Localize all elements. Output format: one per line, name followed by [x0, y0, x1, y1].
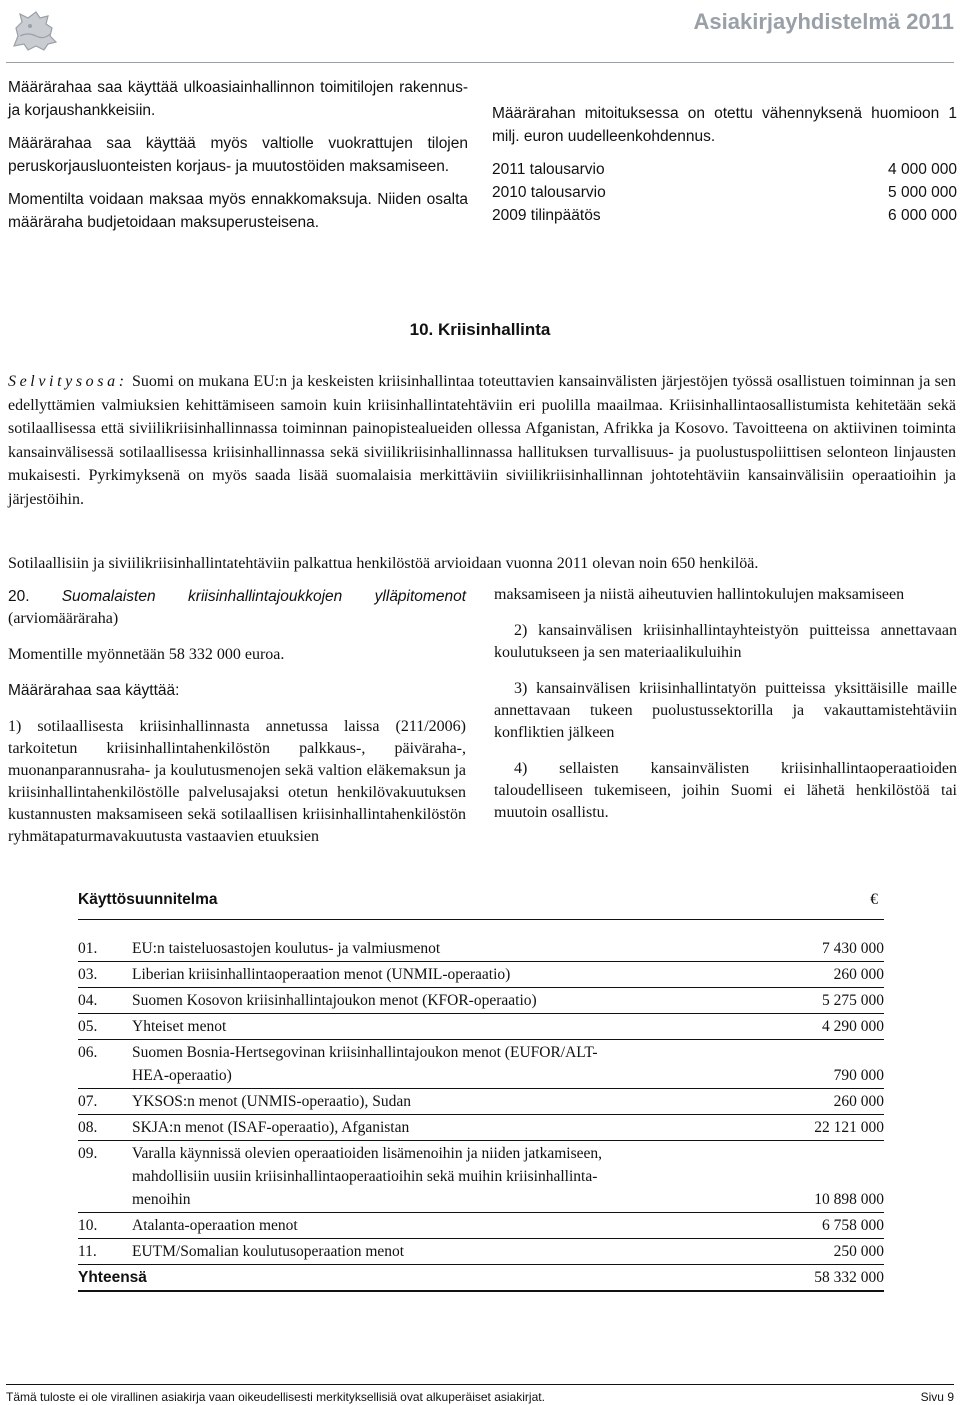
footer-disclaimer: Tämä tuloste ei ole virallinen asiakirja vaan oikeudellisesti merkityksellisiä ovat alkuperäiset asiakirjat.: [6, 1390, 545, 1404]
table-row: [78, 1115, 884, 1141]
row-number: 11.: [78, 1243, 97, 1260]
staff-paragraph: Sotilaallisiin ja siviilikriisinhallintatehtäviin palkattua henkilöstöä arvioidaan vuonna 2011 olevan noin 650 henkilöä.: [8, 555, 759, 572]
footer-divider: [6, 1384, 954, 1385]
budget-table: [492, 158, 957, 227]
budget-label: 2009 tilinpäätös: [492, 207, 601, 224]
row-label: Varalla käynnissä olevien operaatioiden lisämenoihin ja niiden jatkamiseen, mahdollisiin uusiin kriisinhallintaoperaatioihin sekä muihin kriisinhallinta- menoihin: [132, 1145, 603, 1208]
total-amount: 58 332 000: [814, 1269, 884, 1286]
table-row: [78, 962, 884, 988]
moment-type: (arviomääräraha): [8, 610, 119, 627]
paragraph: Määrärahaa saa käyttää myös valtiolle vuokrattujen tilojen peruskorjausluonteisten korjaus- ja muutostöiden maksamiseen.: [8, 135, 468, 175]
budget-value: 4 000 000: [888, 161, 957, 178]
budget-value: 5 000 000: [888, 184, 957, 201]
selvitys-label: Selvitysosa:: [8, 373, 128, 390]
row-number: 03.: [78, 966, 98, 983]
moment-item-1: 1) sotilaallisesta kriisinhallinnasta annetussa laissa (211/2006) tarkoitetun kriisinhallintahenkilöstön palkkaus-, päiväraha-, muonanparannusraha- ja koulutusmenojen sekä valtion eläkemaksun ja kriisinhallintahenkilöstölle palvelusajaksi otetun henkilövakuutuksen kustannusten maksamiseen sekä sotilaallisen kriisinhallintahenkilöstön ryhmätapaturmavakuutusta vastaavien etuuksien: [8, 718, 466, 845]
row-label: Atalanta-operaation menot: [132, 1217, 298, 1234]
row-number: 08.: [78, 1119, 98, 1136]
paragraph: Määrärahaa saa käyttää ulkoasiainhallinnon toimitilojen rakennus- ja korjaushankkeisiin.: [8, 79, 468, 119]
budget-label: 2010 talousarvio: [492, 184, 606, 201]
moment-title: Suomalaisten kriisinhallintajoukkojen ylläpitomenot: [61, 588, 467, 605]
page-number: Sivu 9: [920, 1390, 954, 1404]
usage-plan-header: [78, 888, 884, 920]
moment-heading: [8, 586, 466, 630]
lion-coat-of-arms-icon: [6, 6, 62, 54]
currency-label: €: [870, 891, 878, 908]
selvitys-paragraph: [8, 370, 956, 511]
row-number: 09.: [78, 1145, 98, 1162]
row-number: 05.: [78, 1018, 98, 1035]
usage-plan-rows: [78, 936, 884, 1265]
budget-row: [492, 181, 957, 204]
table-row: [78, 1089, 884, 1115]
usage-plan-table: [78, 888, 884, 1292]
usage-plan-title: Käyttösuunnitelma: [78, 891, 218, 908]
row-amount: 5 275 000: [822, 992, 884, 1009]
row-amount: 7 430 000: [822, 940, 884, 957]
moment-item-4: 4) sellaisten kansainvälisten kriisinhallintaoperaatioiden taloudelliseen tukemiseen, joihin Suomi ei lähetä henkilöstöä tai muutoin osallistu.: [494, 760, 957, 821]
row-amount: 6 758 000: [822, 1217, 884, 1234]
table-row: [78, 1141, 884, 1213]
row-number: 01.: [78, 940, 98, 957]
table-row: [78, 1239, 884, 1265]
usage-plan-total-row: [78, 1265, 884, 1292]
moment-usage-intro: Määrärahaa saa käyttää:: [8, 682, 180, 699]
moment-item-1-continued: maksamiseen ja niistä aiheutuvien hallintokulujen maksamiseen: [494, 586, 905, 603]
row-amount: 790 000: [833, 1067, 884, 1084]
row-label: Suomen Kosovon kriisinhallintajoukon menot (KFOR-operaatio): [132, 992, 537, 1009]
row-number: 06.: [78, 1044, 98, 1061]
moment-grant: Momentille myönnetään 58 332 000 euroa.: [8, 646, 285, 663]
moment-item-2: 2) kansainvälisen kriisinhallintayhteistyön puitteissa annettavaan koulutukseen ja sen materiaalikuluihin: [494, 622, 957, 661]
budget-row: [492, 204, 957, 227]
row-number: 10.: [78, 1217, 98, 1234]
table-row: [78, 988, 884, 1014]
row-amount: 4 290 000: [822, 1018, 884, 1035]
document-title: Asiakirjayhdistelmä 2011: [693, 9, 954, 34]
row-label: Yhteiset menot: [132, 1018, 227, 1035]
moment-left-column: [8, 586, 466, 862]
row-label: EU:n taisteluosastojen koulutus- ja valmiusmenot: [132, 940, 441, 957]
table-row: [78, 936, 884, 962]
budget-row: [492, 158, 957, 181]
total-label: Yhteensä: [78, 1269, 147, 1286]
budget-label: 2011 talousarvio: [492, 161, 605, 178]
paragraph: Määrärahan mitoituksessa on otettu vähennyksenä huomioon 1 milj. euron uudelleenkohdennus.: [492, 105, 957, 145]
table-row: [78, 1213, 884, 1239]
selvitys-text: Suomi on mukana EU:n ja keskeisten kriisinhallintaa toteuttavien kansainvälisten järjestöjen työssä osallistuen toiminnan ja sen edellyttämien valmiuksien kehittämiseen samoin kuin kriisinhallintatehtäviin eri puolilla maailmaa. Kriisinhallintaosallistumista kehitetään sekä sotilaallisessa että siviilikriisinhallinnassa toiminnan painopistealueiden ollessa Afganistan, Afrikka ja Kosovo. Tavoitteena on aktiivinen toiminta kansainvälisessä sotilaallisessa kriisinhallinnassa sekä siviilikriisinhallinnassa hallituksen turvallisuus- ja puolustuspoliittisen selonteon linjausten mukaisesti. Pyrkimyksenä on myös saada lisää suomalaisia merkittäviin siviilikriisinhallinnan johtotehtäviin kansainvälisiin operaatioihin ja järjestöihin.: [8, 373, 957, 508]
budget-value: 6 000 000: [888, 207, 957, 224]
row-number: 07.: [78, 1093, 98, 1110]
row-amount: 260 000: [833, 1093, 884, 1110]
row-number: 04.: [78, 992, 98, 1009]
row-label: YKSOS:n menot (UNMIS-operaatio), Sudan: [132, 1093, 411, 1110]
moment-item-3: 3) kansainvälisen kriisinhallintatyön puitteissa yksittäisille maille annettavaan tukeen puolustussektorilla ja vakauttamistehtäviin konfliktien jälkeen: [494, 680, 957, 741]
paragraph: Momentilta voidaan maksaa myös ennakkomaksuja. Niiden osalta määräraha budjetoidaan maksuperusteisena.: [8, 191, 468, 231]
row-amount: 260 000: [833, 966, 884, 983]
row-label: Liberian kriisinhallintaoperaation menot (UNMIL-operaatio): [132, 966, 511, 983]
header-divider: [6, 62, 954, 63]
moment-number: 20.: [8, 588, 30, 605]
row-amount: 22 121 000: [814, 1119, 884, 1136]
row-amount: 10 898 000: [814, 1191, 884, 1208]
top-right-column: [492, 105, 957, 227]
table-row: [78, 1014, 884, 1040]
row-label: Suomen Bosnia-Hertsegovinan kriisinhallintajoukon menot (EUFOR/ALT- HEA-operaatio): [132, 1044, 598, 1084]
footer: [6, 1386, 954, 1405]
row-label: EUTM/Somalian koulutusoperaation menot: [132, 1243, 405, 1260]
moment-right-column: [494, 584, 957, 838]
row-amount: 250 000: [833, 1243, 884, 1260]
section-title: 10. Kriisinhallinta: [409, 320, 551, 339]
row-label: SKJA:n menot (ISAF-operaatio), Afganistan: [132, 1119, 410, 1136]
table-row: [78, 1040, 884, 1089]
top-left-column: [8, 76, 468, 244]
